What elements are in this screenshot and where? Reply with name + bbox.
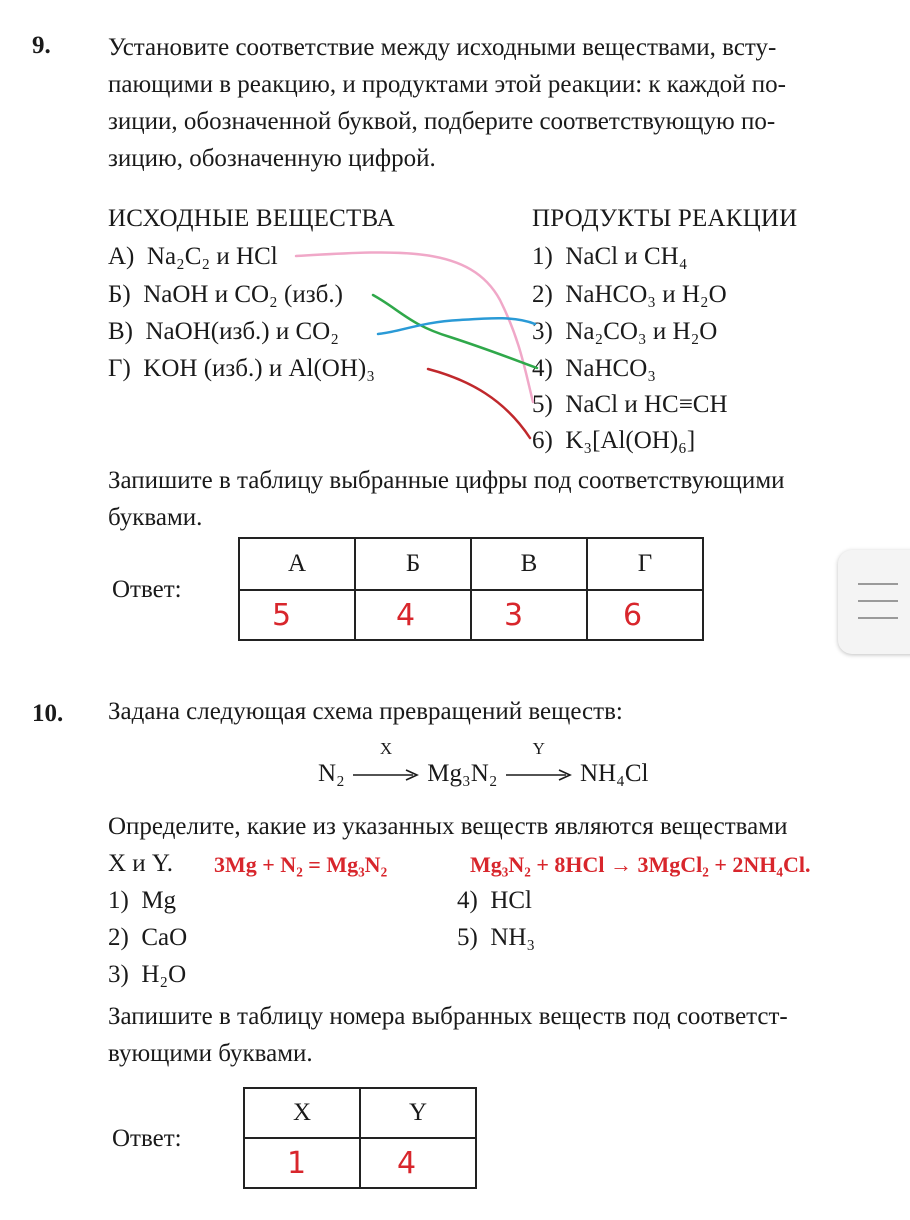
reactant-text: Na₂C₂ и HCl: [146, 243, 278, 270]
option-item-3: [108, 961, 186, 989]
answer-value-cell[interactable]: 4: [355, 590, 471, 640]
product-text: NaHCO₃ и H₂O: [565, 281, 727, 308]
handwritten-equation-2: Mg₃N₂ + 8HCl → 3MgCl₂ + 2NH₄Cl.: [470, 852, 811, 877]
transformation-scheme: [318, 739, 649, 789]
option-text: Mg: [141, 887, 177, 914]
task10-question-line2: X и Y.: [108, 850, 174, 877]
product-label: 1): [532, 243, 553, 270]
reactant-text: KOH (изб.) и Al(OH)₃: [143, 355, 375, 382]
handwritten-equation-1: 3Mg + N₂ = Mg₃N₂: [214, 852, 388, 877]
product-text: Na₂CO₃ и H₂O: [565, 318, 718, 345]
product-label: 3): [532, 318, 553, 345]
task10-table-prompt-line: вующими буквами.: [108, 1040, 313, 1067]
right-arrow-icon: [351, 768, 421, 782]
answer-value-row: [244, 1138, 476, 1188]
task10-number: 10.: [32, 700, 64, 727]
option-item-4: [457, 887, 532, 915]
product-text: NaCl и HC≡CH: [565, 391, 728, 418]
option-label: 1): [108, 887, 129, 914]
answer-value-cell[interactable]: 3: [471, 590, 587, 640]
task10-table-prompt: [108, 998, 788, 1072]
product-label: 6): [532, 427, 553, 454]
reactant-label: Б): [108, 281, 131, 308]
answer-header-cell: X: [244, 1088, 360, 1138]
reactant-text: NaOH и CO₂ (изб.): [143, 281, 343, 308]
answer-header-cell: А: [239, 538, 355, 590]
option-text: CaO: [141, 924, 188, 951]
arrow-label-x: X: [379, 739, 393, 759]
product-label: 2): [532, 281, 553, 308]
task9-table-prompt-line: буквами.: [108, 504, 203, 531]
answer-value-row: [239, 590, 703, 640]
reactant-label: А): [108, 243, 135, 270]
task9-instruction-line: зицию, обозначенную цифрой.: [108, 145, 436, 172]
answer-header-row: [244, 1088, 476, 1138]
option-item-2: [108, 924, 187, 952]
arrow-label-y: Y: [532, 739, 545, 759]
task9-instruction-line: пающими в реакцию, и продуктами этой реакции: к каждой по-: [108, 71, 786, 98]
product-text: NaCl и CH₄: [565, 243, 688, 270]
scheme-arrow-2: [504, 739, 574, 789]
answer-header-cell: Y: [360, 1088, 476, 1138]
task10-table-prompt-line: Запишите в таблицу номера выбранных веществ под соответст-: [108, 1003, 788, 1030]
product-text: K₃[Al(OH)₆]: [565, 427, 696, 454]
answer-header-cell: Б: [355, 538, 471, 590]
answer-value-cell[interactable]: 5: [239, 590, 355, 640]
task9-table-prompt: [108, 462, 785, 536]
option-label: 3): [108, 961, 129, 988]
task10-question-line1: Определите, какие из указанных веществ являются веществами: [108, 813, 788, 840]
reactant-label: В): [108, 318, 133, 345]
task9-answer-table: [238, 537, 704, 641]
task9-table-prompt-line: Запишите в таблицу выбранные цифры под соответствующими: [108, 467, 785, 494]
option-label: 5): [457, 924, 478, 951]
answer-header-cell: Г: [587, 538, 703, 590]
scheme-arrow-1: [351, 739, 421, 789]
option-label: 2): [108, 924, 129, 951]
answer-value-cell[interactable]: 4: [360, 1138, 476, 1188]
matching-connectors: [0, 0, 910, 480]
option-text: HCl: [490, 887, 533, 914]
connector-g-to-6: [428, 369, 530, 438]
right-column-header: ПРОДУКТЫ РЕАКЦИИ: [532, 205, 798, 232]
task10-answer-label: Ответ:: [112, 1125, 182, 1152]
task9-instruction-line: зиции, обозначенной буквой, подберите соответствующую по-: [108, 108, 776, 135]
option-text: H₂O: [141, 961, 187, 988]
option-item-1: [108, 887, 176, 915]
task10-intro: Задана следующая схема превращений веществ:: [108, 698, 623, 725]
product-label: 5): [532, 391, 553, 418]
answer-value-cell[interactable]: 6: [587, 590, 703, 640]
left-column-header: ИСХОДНЫЕ ВЕЩЕСТВА: [108, 205, 396, 232]
answer-header-row: [239, 538, 703, 590]
product-label: 4): [532, 355, 553, 382]
task9-answer-label: Ответ:: [112, 576, 182, 603]
scroll-handle-button[interactable]: [838, 550, 910, 654]
reactant-text: NaOH(изб.) и CO₂: [145, 318, 339, 345]
option-item-5: [457, 924, 535, 952]
right-arrow-icon: [504, 768, 574, 782]
option-label: 4): [457, 887, 478, 914]
reactant-label: Г): [108, 355, 131, 382]
answer-value-cell[interactable]: 1: [244, 1138, 360, 1188]
task10-answer-table: [243, 1087, 477, 1189]
option-text: NH₃: [490, 924, 536, 951]
task9-number: 9.: [32, 32, 51, 59]
answer-header-cell: В: [471, 538, 587, 590]
product-text: NaHCO₃: [565, 355, 656, 382]
scheme-middle: Mg₃N₂: [427, 760, 498, 787]
scheme-start: N₂: [318, 760, 345, 787]
scheme-end: NH₄Cl: [580, 760, 649, 787]
task9-instruction-line: Установите соответствие между исходными веществами, всту-: [108, 34, 777, 61]
